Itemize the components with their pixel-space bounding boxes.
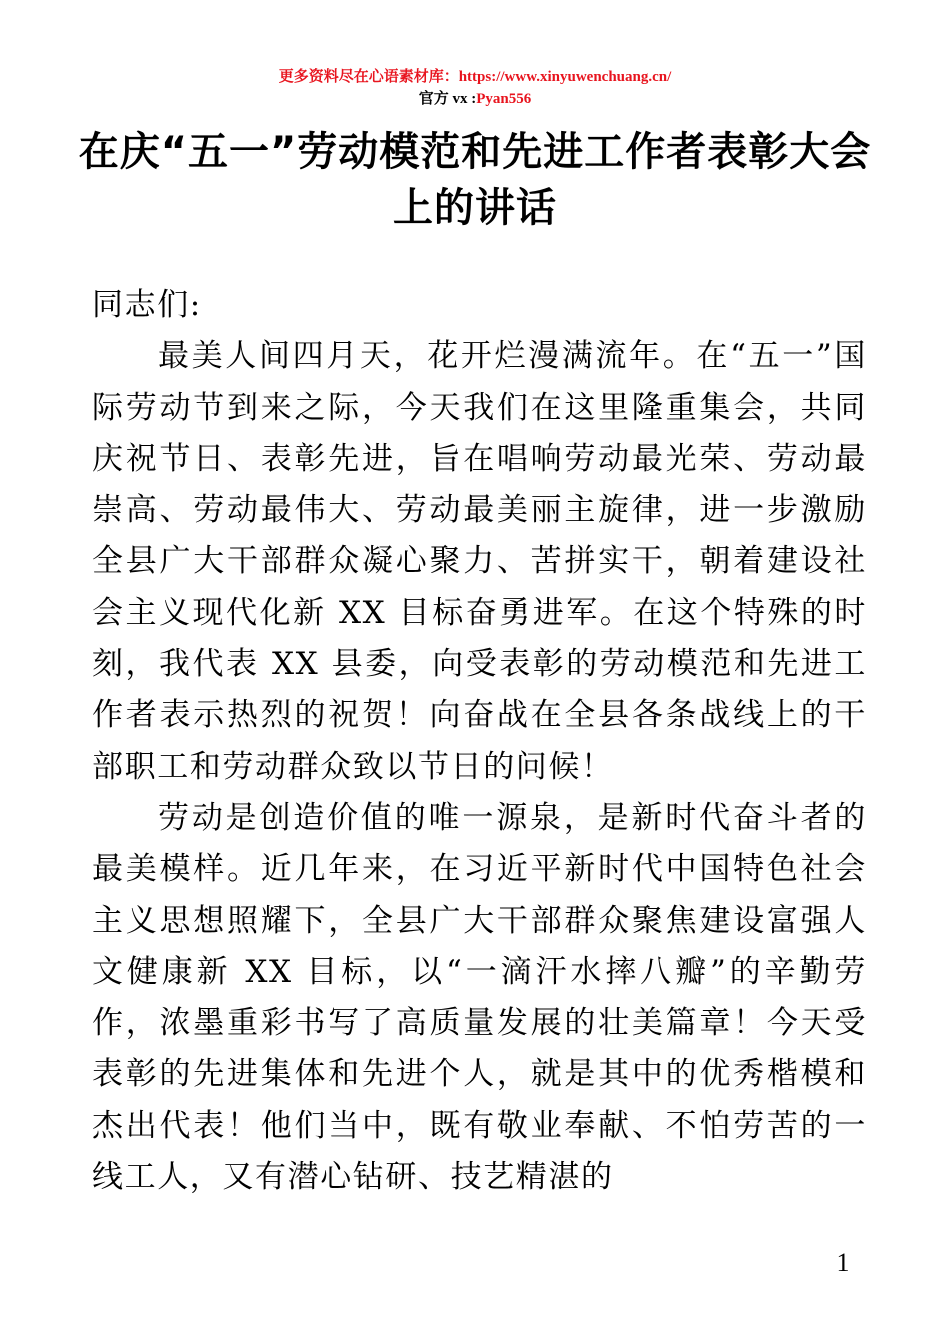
salutation: 同志们: xyxy=(92,287,202,323)
document-body xyxy=(92,280,867,1203)
source-label: 更多资料尽在心语素材库： xyxy=(278,69,459,85)
contact-line xyxy=(0,88,950,110)
source-line xyxy=(0,66,950,88)
contact-label: 官方 vx : xyxy=(418,91,477,107)
document-title: 在庆“五一”劳动模范和先进工作者表彰大会上的讲话 xyxy=(78,129,872,231)
source-url-link[interactable]: https://www.xinyuwenchuang.cn/ xyxy=(458,69,672,85)
page-number: 1 xyxy=(836,1248,850,1277)
source-header xyxy=(0,66,950,110)
paragraph-2: 劳动是创造价值的唯一源泉，是新时代奋斗者的最美模样。近几年来，在习近平新时代中国特色社会主义思想照耀下，全县广大干部群众聚焦建设富强人文健康新 XX 目标，以“一滴汗水摔八瓣”的辛勤劳作，浓墨重彩书写了高质量发展的壮美篇章！今天受表彰的先进集体和先进个人，就是其中的优秀楷模和杰出代表！他们当中，既有敬业奉献、不怕劳苦的一线工人，又有潜心钻研、技艺精湛的 xyxy=(92,799,867,1196)
paragraph-1: 最美人间四月天，花开烂漫满流年。在“五一”国际劳动节到来之际，今天我们在这里隆重集会，共同庆祝节日、表彰先进，旨在唱响劳动最光荣、劳动最崇高、劳动最伟大、劳动最美丽主旋律，进一步激励全县广大干部群众凝心聚力、苦拼实干，朝着建设社会主义现代化新 XX 目标奋勇进军。在这个特殊的时刻，我代表 XX 县委，向受表彰的劳动模范和先进工作者表示热烈的祝贺！向奋战在全县各条战线上的干部职工和劳动群众致以节日的问候！ xyxy=(92,338,867,785)
contact-id: Pyan556 xyxy=(476,91,532,107)
